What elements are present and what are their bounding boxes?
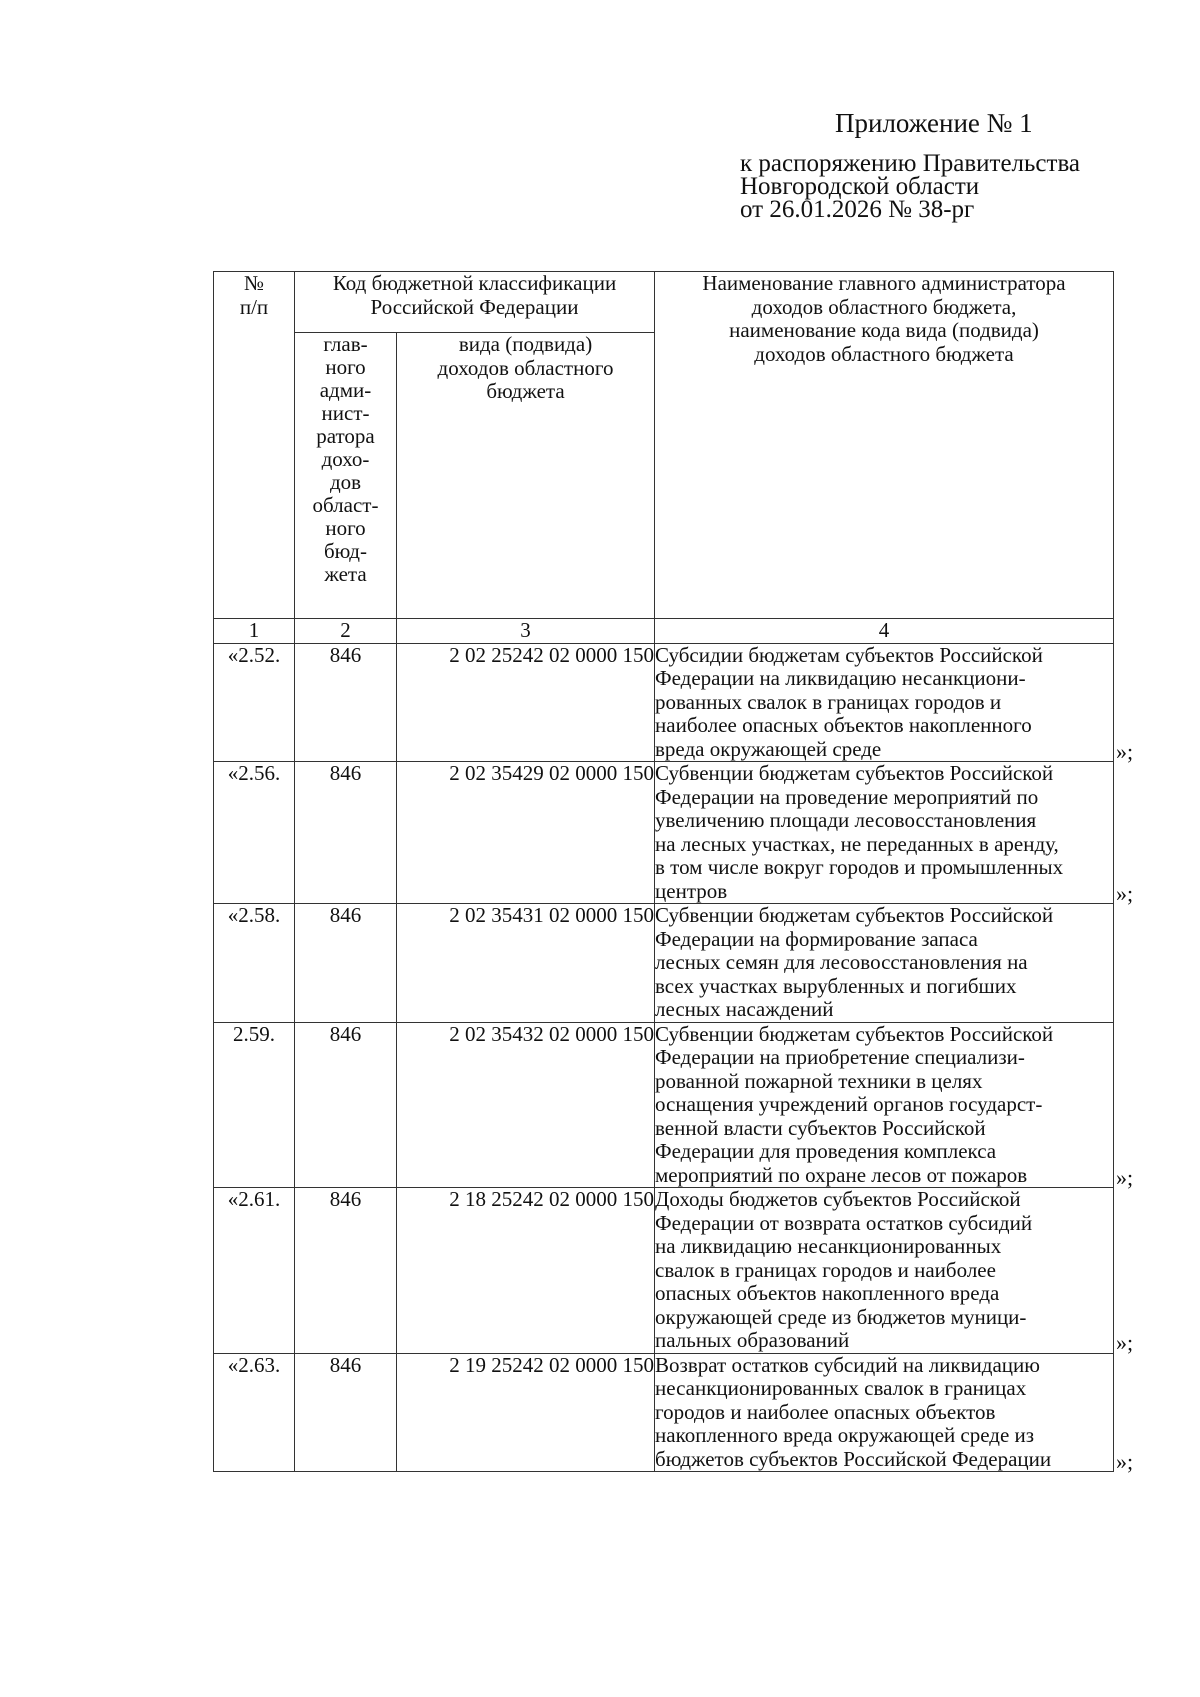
- income-code: 2 02 35432 02 0000 150: [397, 1022, 655, 1188]
- income-name-line: Субсидии бюджетам субъектов Российской: [655, 642, 1043, 667]
- header-line: дов: [329, 470, 362, 494]
- income-name-line: оснащения учреждений органов государст-: [655, 1092, 1043, 1116]
- income-name-line: Федерации от возврата остатков субсидий: [655, 1210, 1033, 1235]
- document-header: [740, 108, 1170, 221]
- income-name-line: центров: [655, 878, 728, 903]
- income-name: [655, 761, 1134, 906]
- income-name-line: рованных свалок в границах городов и: [655, 689, 1002, 714]
- income-name: [655, 904, 1114, 1023]
- row-number: «2.52.: [214, 643, 295, 762]
- income-name-line: лесных насаждений: [655, 997, 834, 1021]
- income-name-line: свалок в границах городов и наиболее: [655, 1257, 996, 1282]
- header-line: вида (подвида): [458, 332, 593, 356]
- closing-quote-mark: »;: [1116, 1164, 1134, 1190]
- income-code: 2 02 25242 02 0000 150: [397, 643, 655, 762]
- admin-code: 846: [295, 904, 397, 1023]
- table-row: [214, 1353, 1114, 1472]
- closing-quote-mark: »;: [1116, 1330, 1134, 1355]
- income-name-line: Федерации на ликвидацию несанкциони-: [655, 666, 1026, 690]
- income-name-line: рованной пожарной техники в целях: [655, 1068, 983, 1093]
- col-header-admin: [295, 333, 397, 619]
- income-name-line: городов и наиболее опасных объектов: [655, 1399, 996, 1424]
- row-number: «2.63.: [214, 1353, 295, 1472]
- income-name: [655, 1187, 1134, 1355]
- income-name: [655, 642, 1134, 764]
- column-number: 4: [655, 619, 1114, 644]
- appendix-date-line: от 26.01.2026 № 38-рг: [740, 196, 975, 223]
- income-name-line: на ликвидацию несанкционированных: [655, 1234, 1002, 1258]
- header-line: п/п: [239, 294, 269, 319]
- header-line: наименование кода вида (подвида): [729, 318, 1039, 342]
- row-number: «2.58.: [214, 904, 295, 1023]
- income-name: [655, 1352, 1134, 1474]
- appendix-subtitle-line: Новгородской области: [740, 173, 980, 200]
- income-name-line: всех участках вырубленных и погибших: [655, 973, 1017, 998]
- table-row: [214, 904, 1114, 1023]
- header-line: ратора: [316, 424, 375, 448]
- header-line: жета: [324, 562, 367, 586]
- income-name-line: накопленного вреда окружающей среде из: [655, 1423, 1035, 1447]
- income-name-line: мероприятий по охране лесов от пожаров: [655, 1162, 1028, 1187]
- income-name-line: венной власти субъектов Российской: [655, 1115, 986, 1140]
- income-name-line: Федерации для проведения комплекса: [655, 1139, 997, 1163]
- table-row: [214, 762, 1114, 904]
- header-line: нист-: [321, 401, 370, 425]
- income-name-line: несанкционированных свалок в границах: [655, 1376, 1027, 1400]
- income-name: [655, 1021, 1134, 1190]
- appendix-subtitle-line: к распоряжению Правительства: [740, 150, 1081, 177]
- income-name-line: Субвенции бюджетам субъектов Российской: [655, 761, 1054, 785]
- income-code: 2 02 35431 02 0000 150: [397, 904, 655, 1023]
- income-name-line: Субвенции бюджетам субъектов Российской: [655, 903, 1054, 927]
- income-name-line: Федерации на формирование запаса: [655, 926, 978, 951]
- header-line: бюд-: [324, 539, 367, 563]
- header-line: ного: [325, 355, 366, 379]
- row-number: «2.61.: [214, 1188, 295, 1354]
- closing-quote-mark: »;: [1116, 1448, 1134, 1474]
- income-name-line: вреда окружающей среде: [655, 736, 882, 761]
- header-line: Российской Федерации: [370, 294, 579, 319]
- income-name-line: Субвенции бюджетам субъектов Российской: [655, 1021, 1054, 1046]
- income-name-line: увеличению площади лесовосстановления: [655, 808, 1037, 832]
- income-name-line: опасных объектов накопленного вреда: [655, 1281, 1000, 1305]
- col-header-kind: [397, 333, 655, 619]
- admin-code: 846: [295, 643, 397, 762]
- header-line: доходов областного бюджета: [754, 341, 1014, 366]
- income-name-line: бюджетов субъектов Российской Федерации: [655, 1446, 1052, 1471]
- header-line: ного: [325, 516, 366, 540]
- income-name-line: Возврат остатков субсидий на ликвидацию: [655, 1352, 1040, 1377]
- header-line: глав-: [323, 332, 368, 356]
- closing-quote-mark: »;: [1116, 880, 1134, 906]
- income-name-line: наиболее опасных объектов накопленного: [655, 713, 1032, 737]
- table-row: [214, 1188, 1114, 1354]
- header-line: Наименование главного администратора: [702, 271, 1066, 295]
- appendix-title: Приложение № 1: [835, 108, 1033, 138]
- income-name-line: Доходы бюджетов субъектов Российской: [655, 1187, 1021, 1211]
- budget-classification-table: [213, 271, 1134, 1474]
- admin-code: 846: [295, 1022, 397, 1188]
- header-line: №: [243, 271, 265, 295]
- income-code: 2 19 25242 02 0000 150: [397, 1353, 655, 1472]
- col-header-name: [655, 272, 1114, 619]
- admin-code: 846: [295, 762, 397, 904]
- header-line: адми-: [319, 378, 372, 402]
- table-row: [214, 643, 1114, 762]
- closing-quote-mark: »;: [1116, 738, 1134, 764]
- column-number: 2: [295, 619, 397, 644]
- column-number: 3: [397, 619, 655, 644]
- header-line: Код бюджетной классификации: [332, 271, 617, 295]
- income-name-line: пальных образований: [655, 1328, 850, 1352]
- income-name-line: лесных семян для лесовосстановления на: [655, 950, 1028, 974]
- admin-code: 846: [295, 1353, 397, 1472]
- income-code: 2 18 25242 02 0000 150: [397, 1188, 655, 1354]
- col-group-header-budget-code: [295, 272, 655, 333]
- header-line: доходов областного бюджета,: [751, 294, 1017, 319]
- income-name-line: на лесных участках, не переданных в аренду,: [655, 831, 1059, 856]
- income-code: 2 02 35429 02 0000 150: [397, 762, 655, 904]
- column-number-row: [214, 619, 1114, 644]
- table-row: [214, 1022, 1114, 1188]
- row-number: «2.56.: [214, 762, 295, 904]
- header-line: дохо-: [321, 447, 370, 471]
- header-line: област-: [312, 493, 379, 517]
- row-number: 2.59.: [214, 1022, 295, 1188]
- income-name-line: Федерации на приобретение специализи-: [655, 1045, 1025, 1069]
- table-header-row: [214, 272, 1114, 333]
- column-number: 1: [214, 619, 295, 644]
- income-name-line: окружающей среде из бюджетов муници-: [655, 1304, 1027, 1329]
- col-header-number: [214, 272, 295, 619]
- header-line: доходов областного: [437, 355, 614, 380]
- income-name-line: в том числе вокруг городов и промышленных: [655, 855, 1064, 879]
- income-name-line: Федерации на проведение мероприятий по: [655, 784, 1039, 809]
- admin-code: 846: [295, 1188, 397, 1354]
- header-line: бюджета: [486, 379, 565, 403]
